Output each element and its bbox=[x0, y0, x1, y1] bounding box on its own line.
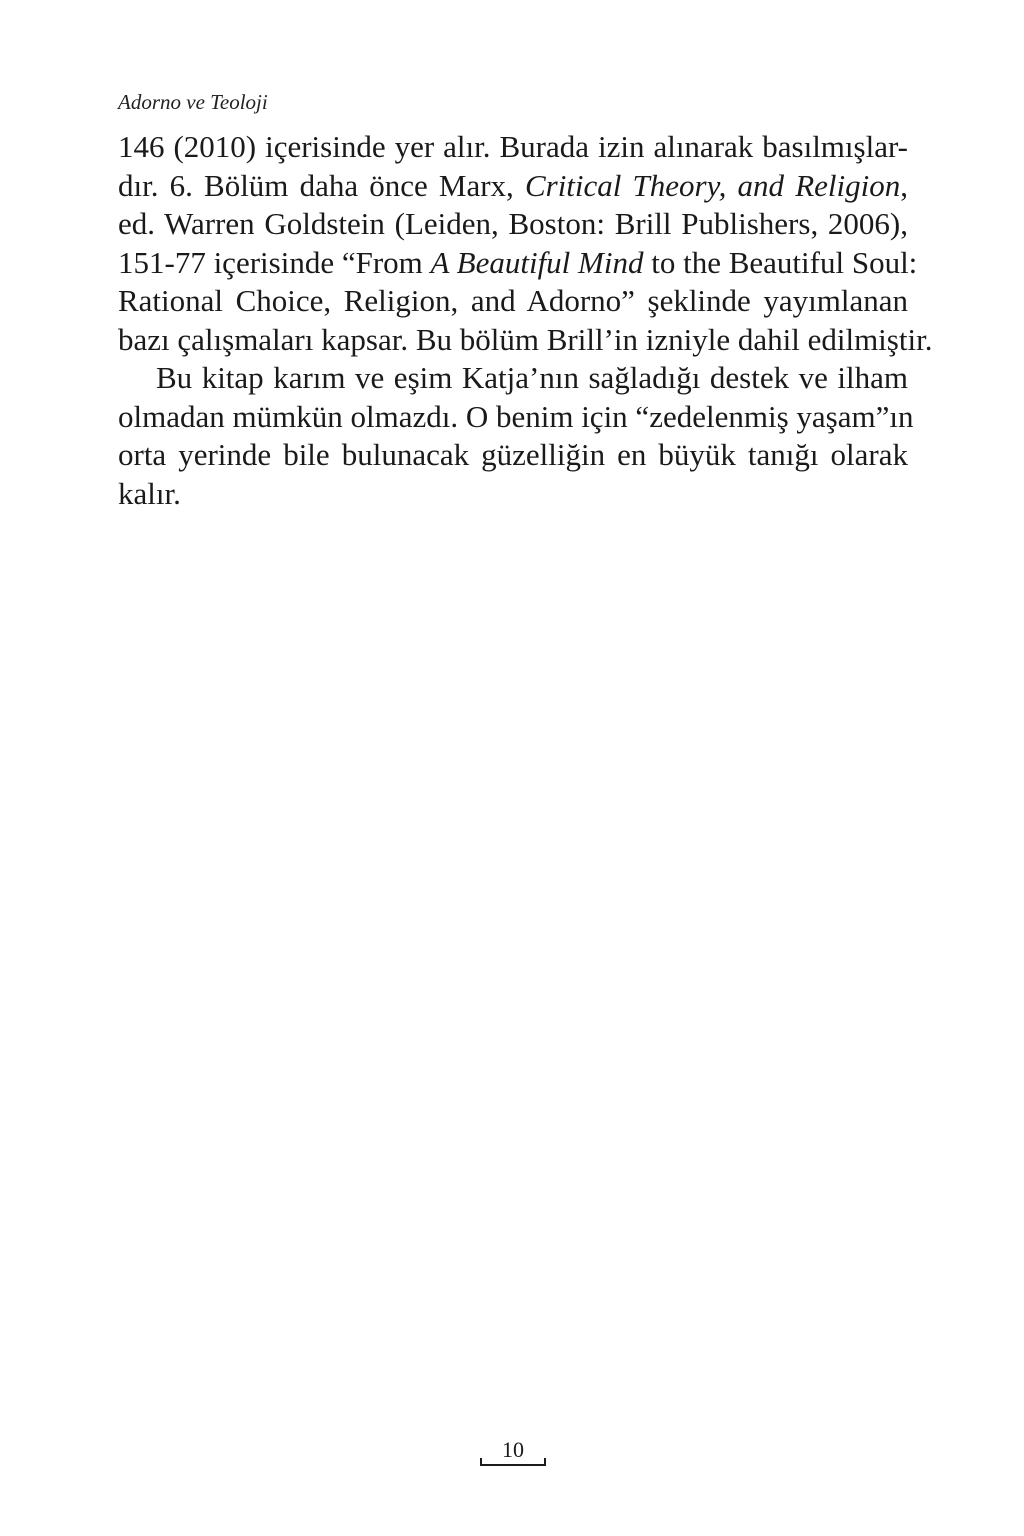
text-span: to the Beautiful Soul: bbox=[643, 244, 918, 280]
running-header: Adorno ve Teoloji bbox=[118, 90, 268, 114]
book-title-italic: Critical Theory, and Religion bbox=[524, 167, 901, 203]
paragraph-1 bbox=[118, 128, 933, 359]
essay-title-italic: A Beautiful Mind bbox=[430, 244, 644, 280]
text-line: kalır. bbox=[118, 475, 181, 511]
text-line: orta yerinde bile bulunacak güzelliğin en büyük tanığı olarak bbox=[118, 437, 908, 472]
text-line: olmadan mümkün olmazdı. O benim için “zedelenmiş yaşam”ın bbox=[118, 398, 914, 434]
paragraph-2 bbox=[118, 359, 914, 513]
text-span: , bbox=[900, 167, 908, 203]
text-span: 151-77 içerisinde “From bbox=[118, 244, 431, 280]
text-span: dır. 6. Bölüm daha önce Marx, bbox=[118, 167, 525, 203]
text-line bbox=[118, 244, 918, 283]
text-line: ed. Warren Goldstein (Leiden, Boston: Brill Publishers, 2006), bbox=[118, 206, 908, 241]
text-line: Rational Choice, Religion, and Adorno” şeklinde yayımlanan bbox=[118, 283, 908, 318]
text-line bbox=[118, 167, 908, 206]
page-number-rule bbox=[480, 1464, 546, 1466]
page-number: 10 bbox=[502, 1437, 524, 1462]
text-line: bazı çalışmaları kapsar. Bu bölüm Brill’in izniyle dahil edilmiştir. bbox=[118, 321, 933, 357]
page-footer bbox=[480, 1437, 546, 1465]
text-line: 146 (2010) içerisinde yer alır. Burada izin alınarak basılmışlar- bbox=[118, 129, 908, 164]
text-line: Bu kitap karım ve eşim Katja’nın sağladığı destek ve ilham bbox=[156, 360, 908, 395]
body-text bbox=[118, 128, 933, 513]
